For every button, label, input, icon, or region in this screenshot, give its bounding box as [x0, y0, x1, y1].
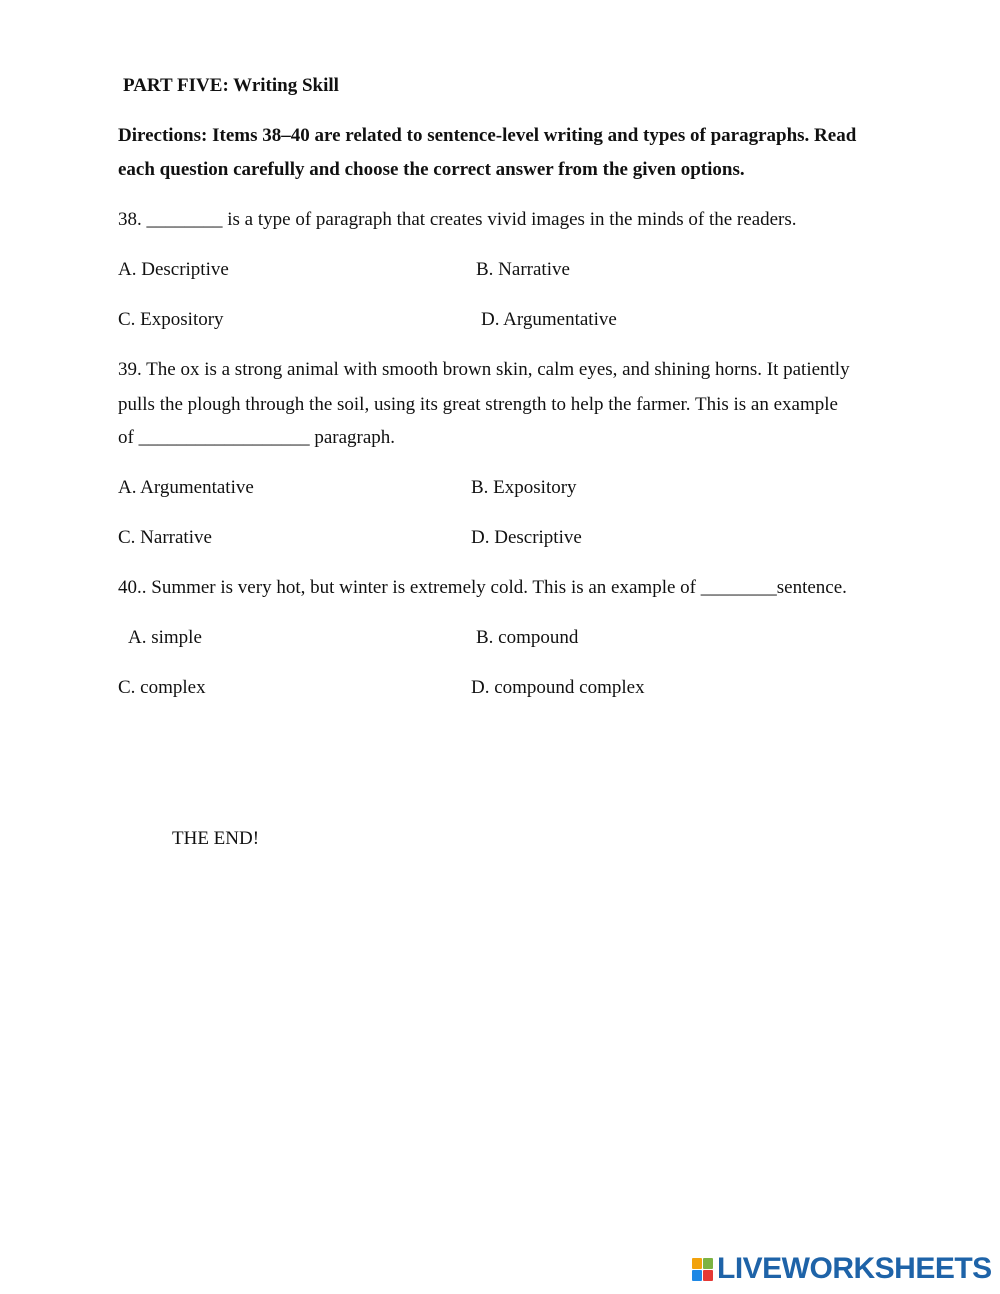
question-39-option-a[interactable]: A. Argumentative — [118, 477, 254, 498]
question-39-option-d[interactable]: D. Descriptive — [471, 527, 582, 548]
question-39-option-c[interactable]: C. Narrative — [118, 527, 212, 548]
question-39-text-line-3: of __________________ paragraph. — [118, 427, 396, 448]
logo-icon-block-e — [703, 1270, 713, 1281]
question-38-text: 38. ________ is a type of paragraph that creates vivid images in the minds of the readers. — [118, 209, 797, 230]
question-40-option-a[interactable]: A. simple — [128, 627, 202, 648]
question-40-text: 40.. Summer is very hot, but winter is extremely cold. This is an example of ________sentence. — [118, 577, 847, 598]
directions-line-2: each question carefully and choose the correct answer from the given options. — [118, 159, 745, 180]
question-39-option-b[interactable]: B. Expository — [471, 477, 577, 498]
question-39-text-line-2: pulls the plough through the soil, using its great strength to help the farmer. This is an example — [118, 394, 838, 415]
directions-line-1: Directions: Items 38–40 are related to sentence-level writing and types of paragraphs. Read — [118, 125, 857, 146]
question-38-option-d[interactable]: D. Argumentative — [481, 309, 617, 330]
liveworksheets-logo-icon — [692, 1258, 713, 1281]
question-39-text-line-1: 39. The ox is a strong animal with smooth brown skin, calm eyes, and shining horns. It patiently — [118, 359, 850, 380]
part-title: PART FIVE: Writing Skill — [123, 75, 339, 96]
logo-text: LIVEWORKSHEETS — [717, 1252, 992, 1285]
question-40-option-d[interactable]: D. compound complex — [471, 677, 645, 698]
logo-icon-block-l — [692, 1258, 702, 1269]
logo-icon-block-i — [703, 1258, 713, 1269]
question-38-option-b[interactable]: B. Narrative — [476, 259, 570, 280]
question-40-option-c[interactable]: C. complex — [118, 677, 206, 698]
question-38-option-a[interactable]: A. Descriptive — [118, 259, 229, 280]
question-38-option-c[interactable]: C. Expository — [118, 309, 224, 330]
end-text: THE END! — [172, 828, 260, 849]
liveworksheets-logo — [692, 1254, 992, 1284]
logo-icon-block-v — [692, 1270, 702, 1281]
question-40-option-b[interactable]: B. compound — [476, 627, 579, 648]
